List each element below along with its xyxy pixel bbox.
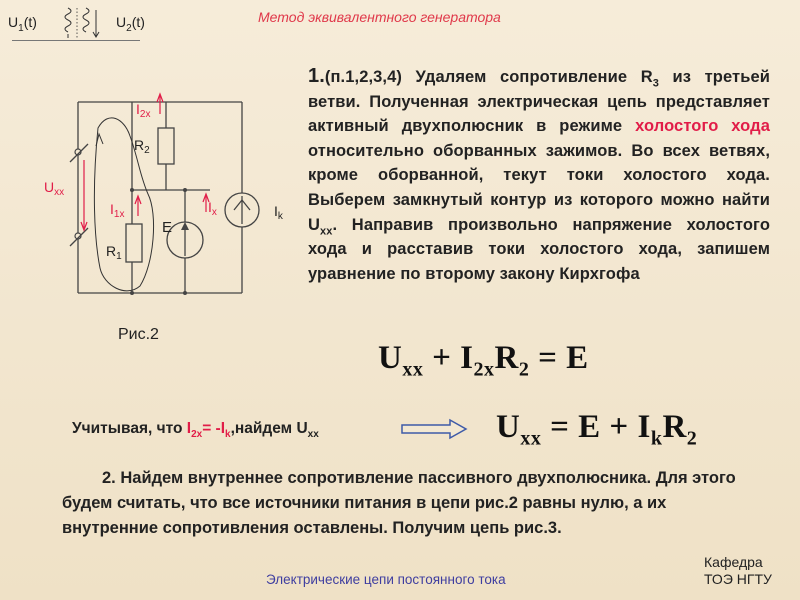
header-title: Метод эквивалентного генератора <box>258 9 501 25</box>
u1-label: $U_1(t)$ <box>8 14 37 34</box>
equation-2: $U_{хх} = E + I_kR_2$ <box>496 409 698 450</box>
footer-department: Кафедра ТОЭ НГТУ <box>704 554 772 587</box>
ix-label: $I_x$ <box>208 199 217 218</box>
highlight-idle-mode: холостого хода <box>635 117 770 136</box>
r2-resistor <box>158 128 174 164</box>
r1-label: $R_1$ <box>106 243 122 262</box>
arrow-right-icon <box>400 418 470 440</box>
r1-resistor <box>126 224 142 262</box>
ik-label: $I_k$ <box>274 203 283 222</box>
u2-label: $U_2(t)$ <box>116 14 145 34</box>
coupled-coils-icon <box>60 6 110 40</box>
paragraph-2-number: 2. <box>102 469 116 487</box>
i2x-label: $I_{2x}$ <box>136 101 151 120</box>
figure-caption: Рис.2 <box>118 326 159 343</box>
uxx-label: $U_{xx}$ <box>44 179 65 198</box>
paragraph-2: 2. Найдем внутреннее сопротивление пассивного двухполюсника. Для этого будем считать, что все источники питания в цепи рис.2 равны нулю, а их внутренние сопротивления оставлены. Получим цепь рис.3. <box>62 469 736 537</box>
paragraph-1-number: 1. <box>308 65 325 87</box>
note-line: Учитывая, что $I_{2x}=$ $-I_k,найдем$ $U_{хх}$ <box>72 420 319 441</box>
footer-course-title: Электрические цепи постоянного тока <box>266 572 506 587</box>
paragraph-1: 1.(п.1,2,3,4) Удаляем сопротивление $R_3$ из третьей ветви. Полученная электрическая цепь представляет активный двухполюсник в режиме холостого хода относительно оборванных зажимов. Во всех ветвях, кроме оборванной, текут токи холостого хода. Выберем замкнутый контур из которого можно найти $U_{хх}$. Направив произвольно напряжение холостого хода и расставив токи холостого хода, запишем уравнение по второму закону Кирхгофа <box>308 65 770 283</box>
equation-1: $U_{хх} + I_{2x}R_2 = E$ <box>378 340 589 381</box>
i1x-label: $I_{1x}$ <box>110 201 125 220</box>
r2-label: $R_2$ <box>134 137 150 156</box>
e-label: E <box>162 219 173 236</box>
circuit-diagram <box>30 88 300 308</box>
header-divider <box>12 40 140 41</box>
